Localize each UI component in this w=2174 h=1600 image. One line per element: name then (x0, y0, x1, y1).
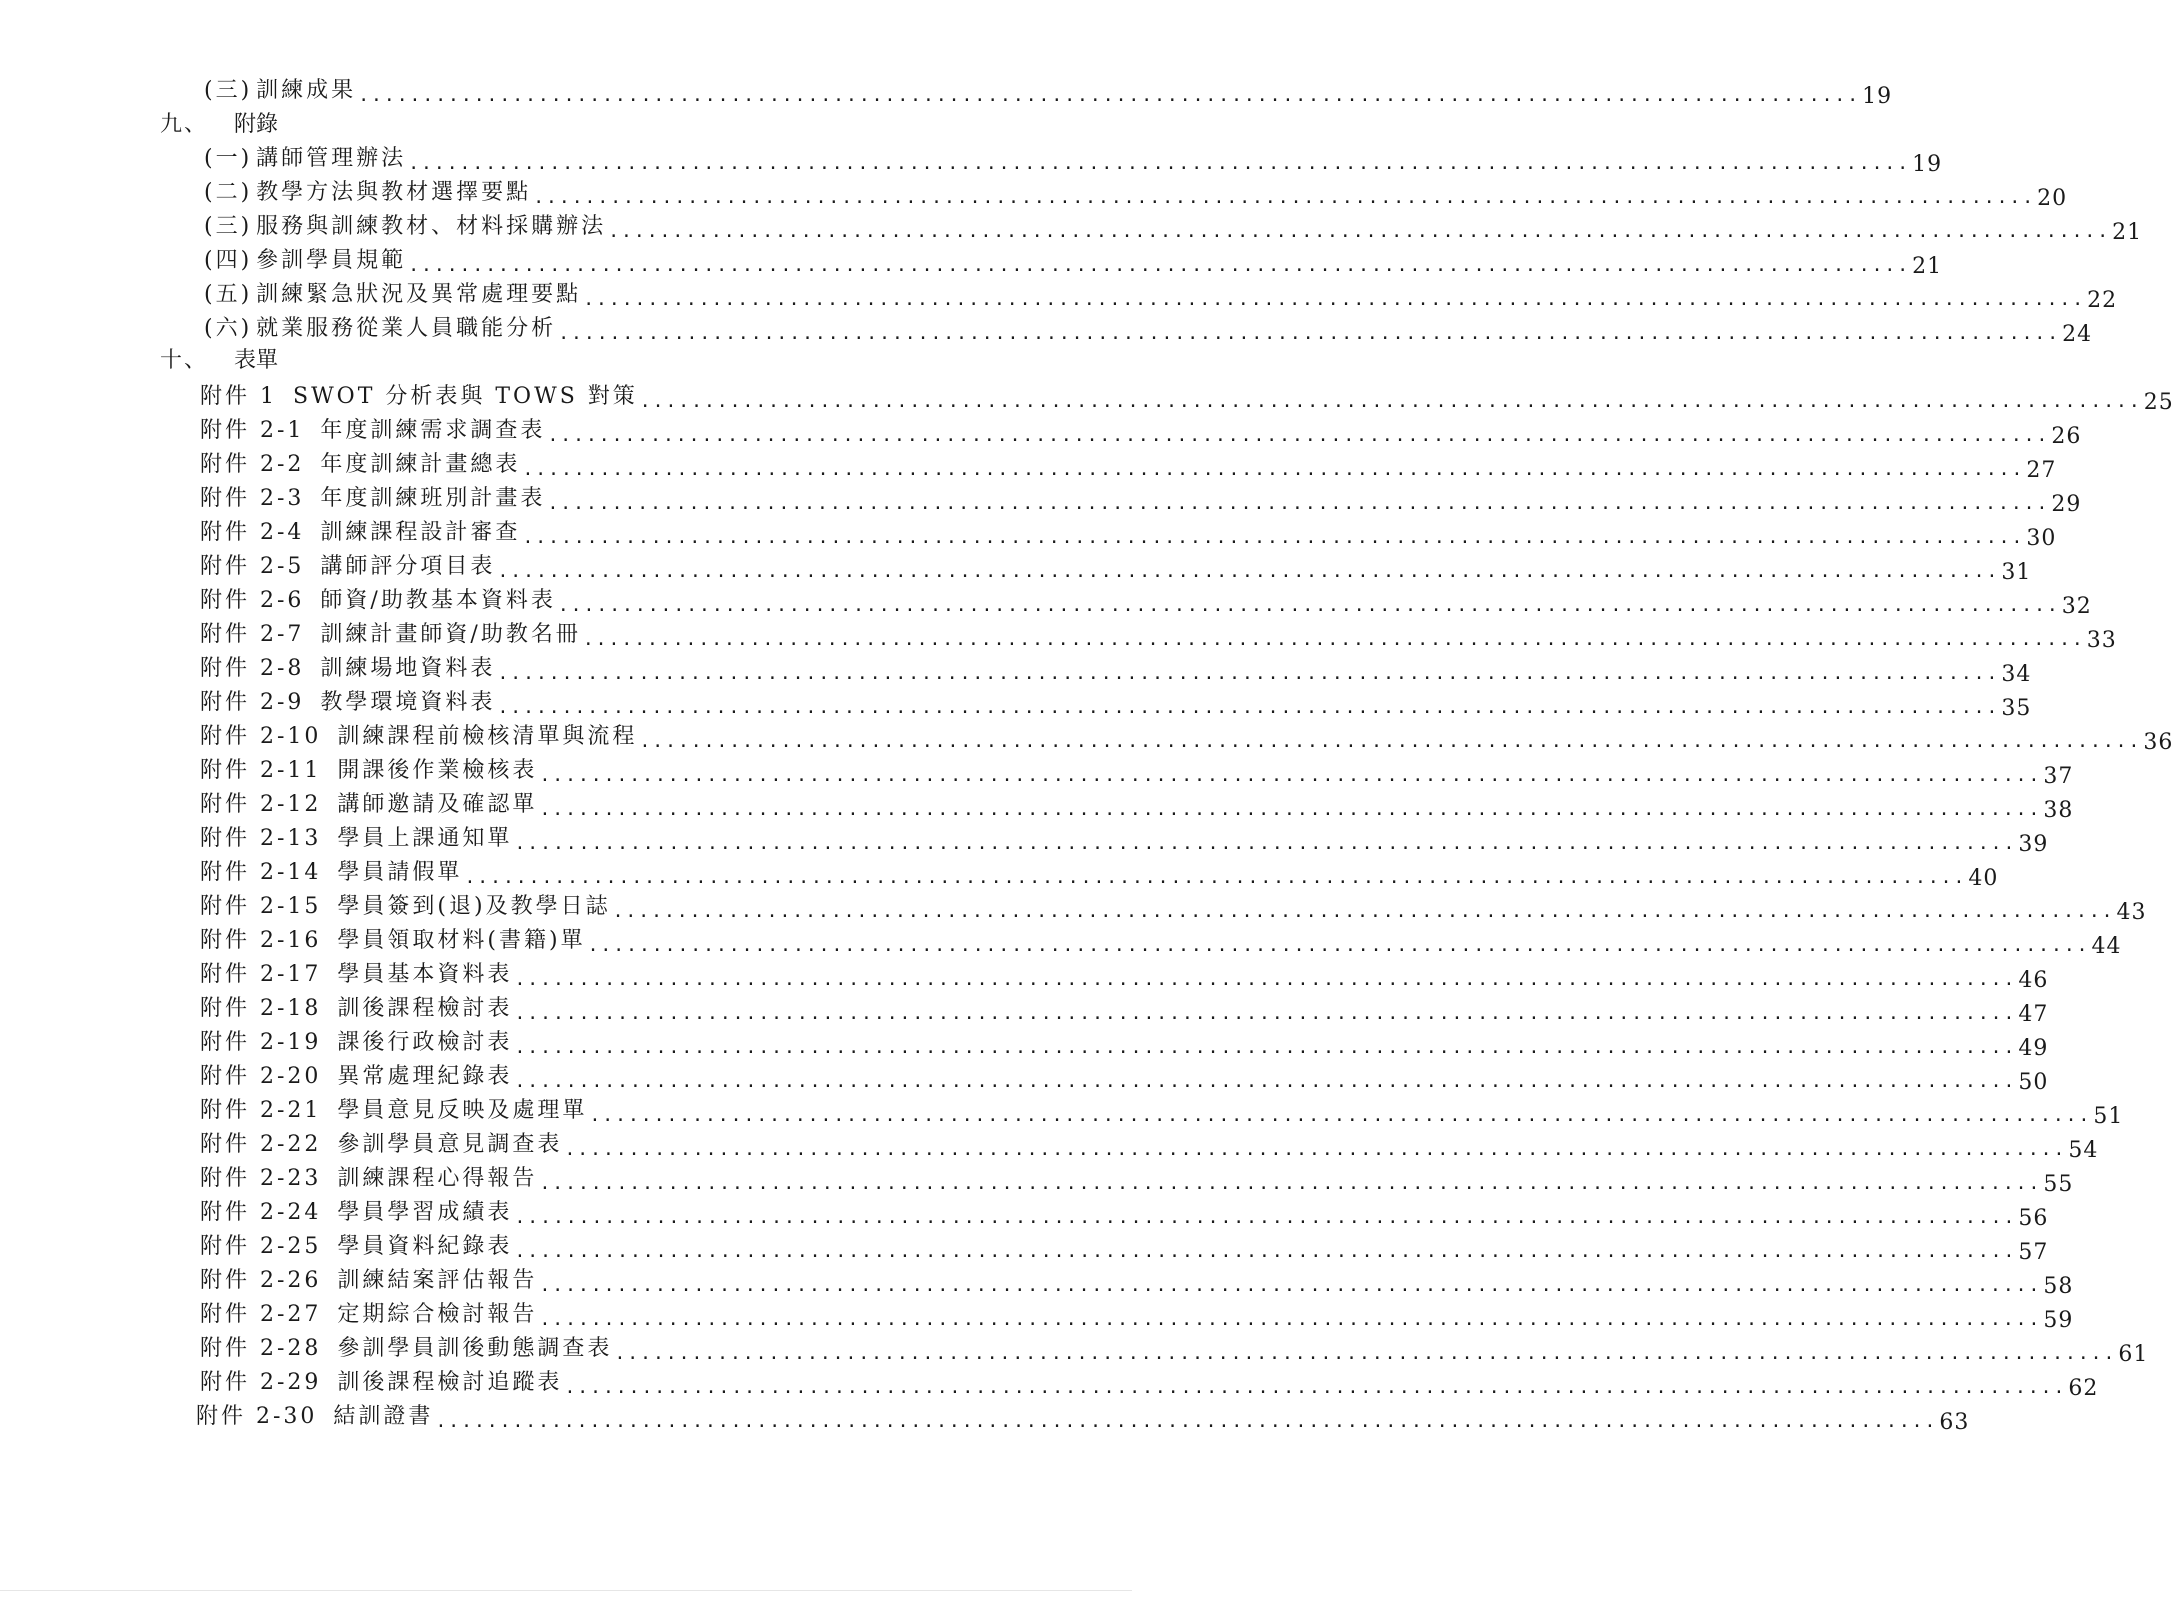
toc-entry (200, 782, 2074, 823)
toc-entry-page: 43 (2116, 900, 2147, 925)
dot-leader: ..................................................................................................................... (435, 1411, 1938, 1432)
section-heading-forms (160, 338, 278, 372)
toc-entry-page: 21 (2112, 220, 2143, 245)
toc-entry-label: 附件 2-30 (196, 1404, 318, 1429)
toc-entry-title: 服務與訓練教材、材料採購辦法 (256, 214, 607, 239)
toc-entry-label: 附件 2-9 (200, 690, 305, 715)
toc-entry-page: 19 (1912, 152, 1943, 177)
toc-entry-title: 訓練成果 (256, 78, 357, 103)
dot-leader: ..................................................................................................................... (497, 561, 2000, 582)
toc-entry-page: 26 (2051, 424, 2082, 449)
toc-entry (204, 204, 2143, 245)
toc-entry-title: 異常處理紀錄表 (337, 1064, 513, 1089)
dot-leader: ..................................................................................................................... (639, 391, 2142, 412)
dot-leader: ..................................................................................................................... (514, 1207, 2017, 1228)
toc-entry-title: 學員領取材料(書籍)單 (337, 928, 586, 953)
toc-entry-page: 44 (2091, 934, 2122, 959)
toc-entry-title: 訓後課程檢討表 (337, 996, 513, 1021)
dot-leader: ..................................................................................................................... (539, 799, 2042, 820)
toc-entry (200, 748, 2074, 789)
toc-entry-page: 58 (2043, 1274, 2074, 1299)
dot-leader: ..................................................................................................................... (547, 425, 2050, 446)
toc-entry (200, 1258, 2074, 1299)
toc-entry-label: 附件 2-13 (200, 826, 322, 851)
toc-entry-page: 24 (2062, 322, 2093, 347)
toc-entry (200, 510, 2057, 551)
toc-entry-label: 附件 2-24 (200, 1200, 322, 1225)
toc-entry-page: 55 (2043, 1172, 2074, 1197)
toc-entry-label: 附件 2-20 (200, 1064, 322, 1089)
toc-entry-label: 附件 2-6 (200, 588, 305, 613)
toc-entry-page: 19 (1862, 84, 1893, 109)
toc-entry-page: 54 (2068, 1138, 2099, 1163)
toc-entry-page: 57 (2018, 1240, 2049, 1265)
toc-entry-page: 33 (2086, 628, 2117, 653)
toc-entry (204, 136, 1943, 177)
scan-edge-line (0, 1590, 1132, 1591)
toc-entry-title: 開課後作業檢核表 (337, 758, 538, 783)
dot-leader: ..................................................................................................................... (558, 323, 2061, 344)
toc-entry-label: 附件 2-4 (200, 520, 305, 545)
dot-leader: ..................................................................................................................... (464, 867, 1967, 888)
toc-entry (200, 1122, 2099, 1163)
toc-entry-title: 訓後課程檢討追蹤表 (337, 1370, 563, 1395)
toc-entry (204, 170, 2068, 211)
toc-entry-label: 附件 2-22 (200, 1132, 322, 1157)
dot-leader: ..................................................................................................................... (533, 187, 2036, 208)
dot-leader: ..................................................................................................................... (522, 459, 2025, 480)
toc-entry (200, 918, 2122, 959)
toc-entry-page: 38 (2043, 798, 2074, 823)
toc-entry-label: 附件 2-16 (200, 928, 322, 953)
dot-leader: ..................................................................................................................... (497, 697, 2000, 718)
toc-entry (200, 714, 2174, 755)
dot-leader: ..................................................................................................................... (583, 289, 2086, 310)
toc-entry-title: 結訓證書 (333, 1404, 434, 1429)
toc-entry-title: 學員簽到(退)及教學日誌 (337, 894, 611, 919)
toc-entry (200, 1054, 2049, 1095)
toc-entry (196, 1394, 1970, 1435)
toc-entry-label: 附件 2-21 (200, 1098, 322, 1123)
toc-entry-label: 附件 2-23 (200, 1166, 322, 1191)
toc-entry-label: 附件 2-10 (200, 724, 322, 749)
toc-entry (200, 1292, 2074, 1333)
dot-leader: ..................................................................................................................... (408, 153, 1911, 174)
toc-entry-title: 學員學習成績表 (337, 1200, 513, 1225)
toc-entry-label: (五) (204, 282, 253, 307)
toc-entry (200, 408, 2082, 449)
toc-entry-label: (一) (204, 146, 253, 171)
toc-entry (200, 952, 2049, 993)
dot-leader: ..................................................................................................................... (514, 1037, 2017, 1058)
toc-entry-page: 36 (2143, 730, 2174, 755)
toc-entry-label: 附件 2-7 (200, 622, 305, 647)
toc-entry-title: 講師管理辦法 (256, 146, 407, 171)
toc-entry (200, 986, 2049, 1027)
toc-entry-title: 年度訓練班別計畫表 (320, 486, 546, 511)
toc-entry-label: 附件 2-29 (200, 1370, 322, 1395)
toc-entry-page: 31 (2001, 560, 2032, 585)
toc-entry-label: 附件 2-17 (200, 962, 322, 987)
toc-entry-title: 參訓學員訓後動態調查表 (337, 1336, 613, 1361)
dot-leader: ..................................................................................................................... (522, 527, 2025, 548)
toc-entry-title: 訓練緊急狀況及異常處理要點 (256, 282, 582, 307)
toc-entry-page: 30 (2026, 526, 2057, 551)
toc-entry-title: 師資/助教基本資料表 (320, 588, 556, 613)
toc-entry (200, 816, 2049, 857)
toc-entry-label: 附件 2-11 (200, 758, 322, 783)
toc-entry-label: 附件 2-28 (200, 1336, 322, 1361)
toc-entry (200, 1020, 2049, 1061)
toc-entry-page: 20 (2037, 186, 2068, 211)
toc-entry (200, 680, 2032, 721)
toc-entry (200, 1360, 2099, 1401)
toc-entry (200, 1326, 2149, 1367)
dot-leader: ..................................................................................................................... (514, 833, 2017, 854)
section-number: 九、 (160, 112, 209, 137)
dot-leader: ..................................................................................................................... (557, 595, 2060, 616)
toc-entry-page: 63 (1939, 1410, 1970, 1435)
toc-entry-label: 附件 2-27 (200, 1302, 322, 1327)
toc-entry (200, 578, 2092, 619)
toc-entry-title: 學員基本資料表 (337, 962, 513, 987)
toc-entry-title: 定期綜合檢討報告 (337, 1302, 538, 1327)
toc-entry-page: 35 (2001, 696, 2032, 721)
toc-entry (200, 442, 2057, 483)
toc-entry-page: 46 (2018, 968, 2049, 993)
toc-entry-page: 32 (2061, 594, 2092, 619)
toc-entry-title: 訓練計畫師資/助教名冊 (320, 622, 581, 647)
toc-entry-title: 就業服務從業人員職能分析 (256, 316, 557, 341)
toc-entry-label: (三) (204, 78, 253, 103)
toc-entry-page: 34 (2001, 662, 2032, 687)
toc-entry-label: 附件 2-25 (200, 1234, 322, 1259)
toc-entry-page: 37 (2043, 764, 2074, 789)
toc-entry-page: 25 (2143, 390, 2174, 415)
toc-entry-title: 訓練課程設計審查 (320, 520, 521, 545)
toc-entry-title: 教學方法與教材選擇要點 (256, 180, 532, 205)
toc-entry (200, 1190, 2049, 1231)
dot-leader: ..................................................................................................................... (582, 629, 2085, 650)
dot-leader: ..................................................................................................................... (539, 1173, 2042, 1194)
toc-entry-page: 27 (2026, 458, 2057, 483)
toc-entry-label: (六) (204, 316, 253, 341)
toc-entry (204, 238, 1943, 279)
dot-leader: ..................................................................................................................... (497, 663, 2000, 684)
toc-entry-title: 參訓學員規範 (256, 248, 407, 273)
dot-leader: ..................................................................................................................... (564, 1377, 2067, 1398)
dot-leader: ..................................................................................................................... (539, 1275, 2042, 1296)
toc-entry (200, 374, 2174, 415)
dot-leader: ..................................................................................................................... (514, 1241, 2017, 1262)
toc-entry-page: 29 (2051, 492, 2082, 517)
toc-entry-title: 年度訓練計畫總表 (320, 452, 521, 477)
toc-entry-label: 附件 2-8 (200, 656, 305, 681)
toc-entry (200, 850, 1999, 891)
dot-leader: ..................................................................................................................... (564, 1139, 2067, 1160)
toc-entry (200, 884, 2147, 925)
toc-entry-page: 47 (2018, 1002, 2049, 1027)
toc-entry-title: 訓練課程心得報告 (337, 1166, 538, 1191)
dot-leader: ..................................................................................................................... (539, 1309, 2042, 1330)
toc-entry-page: 21 (1912, 254, 1943, 279)
toc-entry-label: 附件 2-26 (200, 1268, 322, 1293)
toc-entry-title: 學員意見反映及處理單 (337, 1098, 588, 1123)
dot-leader: ..................................................................................................................... (639, 731, 2142, 752)
section-number: 十、 (160, 348, 209, 373)
toc-entry-label: 附件 2-12 (200, 792, 322, 817)
toc-entry-page: 51 (2093, 1104, 2124, 1129)
dot-leader: ..................................................................................................................... (614, 1343, 2117, 1364)
toc-entry-title: 訓練場地資料表 (320, 656, 496, 681)
toc-entry-label: 附件 2-5 (200, 554, 305, 579)
dot-leader: ..................................................................................................................... (408, 255, 1911, 276)
toc-entry-title: 教學環境資料表 (320, 690, 496, 715)
toc-entry-label: (四) (204, 248, 253, 273)
toc-entry-title: 訓練課程前檢核清單與流程 (337, 724, 638, 749)
toc-entry-title: 參訓學員意見調查表 (337, 1132, 563, 1157)
dot-leader: ..................................................................................................................... (539, 765, 2042, 786)
toc-entry (200, 544, 2032, 585)
toc-entry-label: 附件 2-18 (200, 996, 322, 1021)
toc-entry (200, 612, 2117, 653)
toc-entry-title: 學員請假單 (337, 860, 463, 885)
toc-entry (204, 272, 2118, 313)
toc-entry-label: 附件 2-1 (200, 418, 305, 443)
toc-entry-label: 附件 2-19 (200, 1030, 322, 1055)
toc-entry-page: 50 (2018, 1070, 2049, 1095)
toc-entry-page: 22 (2087, 288, 2118, 313)
toc-entry-title: 訓練結案評估報告 (337, 1268, 538, 1293)
section-heading-appendix (160, 102, 278, 136)
dot-leader: ..................................................................................................................... (608, 221, 2111, 242)
toc-entry-page: 49 (2018, 1036, 2049, 1061)
toc-entry-label: 附件 2-14 (200, 860, 322, 885)
toc-entry-label: 附件 2-3 (200, 486, 305, 511)
dot-leader: ..................................................................................................................... (547, 493, 2050, 514)
section-title: 附錄 (234, 112, 279, 137)
dot-leader: ..................................................................................................................... (514, 1071, 2017, 1092)
toc-entry (204, 68, 1893, 109)
dot-leader: ..................................................................................................................... (514, 969, 2017, 990)
toc-entry-title: 學員資料紀錄表 (337, 1234, 513, 1259)
toc-entry-title: 講師邀請及確認單 (337, 792, 538, 817)
toc-entry-page: 40 (1968, 866, 1999, 891)
toc-entry-title: 講師評分項目表 (320, 554, 496, 579)
toc-entry-page: 39 (2018, 832, 2049, 857)
toc-entry-page: 61 (2118, 1342, 2149, 1367)
dot-leader: ..................................................................................................................... (514, 1003, 2017, 1024)
toc-entry (200, 646, 2032, 687)
toc-entry-title: 學員上課通知單 (337, 826, 513, 851)
toc-entry (200, 1156, 2074, 1197)
section-title: 表單 (234, 348, 279, 373)
toc-entry (204, 306, 2093, 347)
toc-entry-page: 56 (2018, 1206, 2049, 1231)
toc-entry-label: (二) (204, 180, 253, 205)
dot-leader: ..................................................................................................................... (589, 1105, 2092, 1126)
toc-entry (200, 1224, 2049, 1265)
toc-entry-label: (三) (204, 214, 253, 239)
toc-entry-title: 課後行政檢討表 (337, 1030, 513, 1055)
toc-entry-label: 附件 2-2 (200, 452, 305, 477)
toc-entry-page: 59 (2043, 1308, 2074, 1333)
toc-entry-title: 年度訓練需求調查表 (320, 418, 546, 443)
dot-leader: ..................................................................................................................... (358, 85, 1861, 106)
toc-entry (200, 1088, 2124, 1129)
toc-entry-label: 附件 1 (200, 384, 277, 409)
toc-entry (200, 476, 2082, 517)
dot-leader: ..................................................................................................................... (587, 935, 2090, 956)
toc-entry-label: 附件 2-15 (200, 894, 322, 919)
toc-entry-page: 62 (2068, 1376, 2099, 1401)
dot-leader: ..................................................................................................................... (612, 901, 2115, 922)
toc-entry-title: SWOT 分析表與 TOWS 對策 (293, 384, 638, 409)
